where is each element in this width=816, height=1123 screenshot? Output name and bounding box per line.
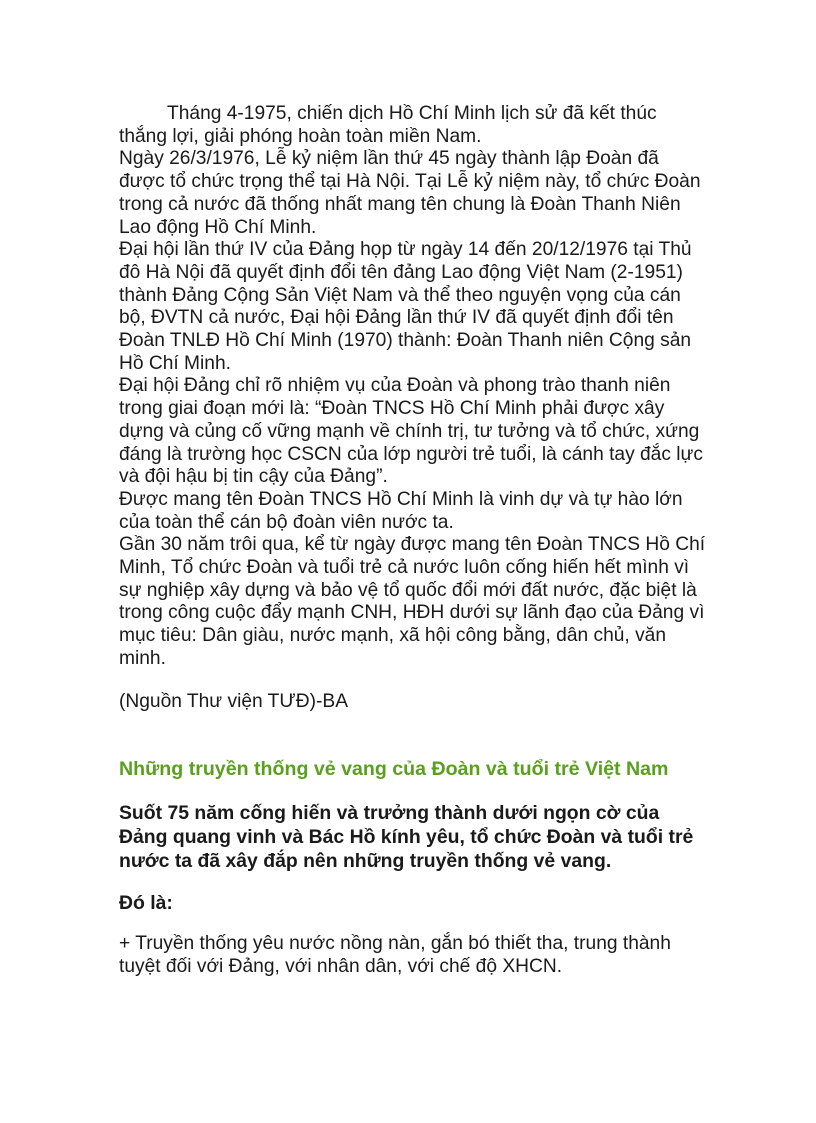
- paragraph-honor: Được mang tên Đoàn TNCS Hồ Chí Minh là vinh dự và tự hào lớn của toàn thể cán bộ đoàn viên nước ta.: [119, 488, 688, 533]
- paragraph-thirty-years: Gần 30 năm trôi qua, kể từ ngày được mang tên Đoàn TNCS Hồ Chí Minh, Tổ chức Đoàn và tuổi trẻ cả nước luôn cống hiến hết mình vì sự nghiệp xây dựng và bảo vệ tổ quốc đổi mới đất nước, đặc biệt là trong công cuộc đẩy mạnh CNH, HĐH dưới sự lãnh đạo của Đảng vì mục tiêu: Dân giàu, nước mạnh, xã hội công bằng, dân chủ, văn minh.: [119, 534, 711, 669]
- paragraph-anniversary-1976: Ngày 26/3/1976, Lễ kỷ niệm lần thứ 45 ngày thành lập Đoàn đã được tổ chức trọng thể tại Hà Nội. Tại Lễ kỷ niệm này, tổ chức Đoàn trong cả nước đã thống nhất mang tên chung là Đoàn Thanh Niên Lao động Hồ Chí Minh.: [119, 148, 706, 238]
- traditions-label: Đó là:: [119, 892, 173, 915]
- document-page: [119, 103, 709, 979]
- paragraph-party-congress-iv: Đại hội lần thứ IV của Đảng họp từ ngày 14 đến 20/12/1976 tại Thủ đô Hà Nội đã quyết định đổi tên đảng Lao động Việt Nam (2-1951) thành Đảng Cộng Sản Việt Nam và thể theo nguyện vọng của cán bộ, ĐVTN cả nước, Đại hội Đảng lần thứ IV đã quyết định đổi tên Đoàn TNLĐ Hồ Chí Minh (1970) thành: Đoàn Thanh niên Cộng sản Hồ Chí Minh.: [119, 239, 697, 374]
- section-intro: Suốt 75 năm cống hiến và trưởng thành dưới ngọn cờ của Đảng quang vinh và Bác Hồ kính yêu, tổ chức Đoàn và tuổi trẻ nước ta đã xây đắp nên những truyền thống vẻ vang.: [119, 802, 699, 873]
- paragraph-liberation: Tháng 4-1975, chiến dịch Hồ Chí Minh lịch sử đã kết thúc thắng lợi, giải phóng hoàn toàn miền Nam.: [119, 103, 662, 147]
- tradition-item: + Truyền thống yêu nước nồng nàn, gắn bó thiết tha, trung thành tuyệt đối với Đảng, với nhân dân, với chế độ XHCN.: [119, 933, 677, 977]
- section-heading: Những truyền thống vẻ vang của Đoàn và tuổi trẻ Việt Nam: [119, 758, 669, 781]
- source-note: (Nguồn Thư viện TƯĐ)-BA: [119, 690, 349, 712]
- paragraph-youth-mission: Đại hội Đảng chỉ rõ nhiệm vụ của Đoàn và phong trào thanh niên trong giai đoạn mới là: “Đoàn TNCS Hồ Chí Minh phải được xây dựng và củng cố vững mạnh về chính trị, tư tưởng và tổ chức, xứng đáng là trường học CSCN của lớp người trẻ tuổi, là cánh tay đắc lực và đội hậu bị tin cậy của Đảng”.: [119, 375, 709, 488]
